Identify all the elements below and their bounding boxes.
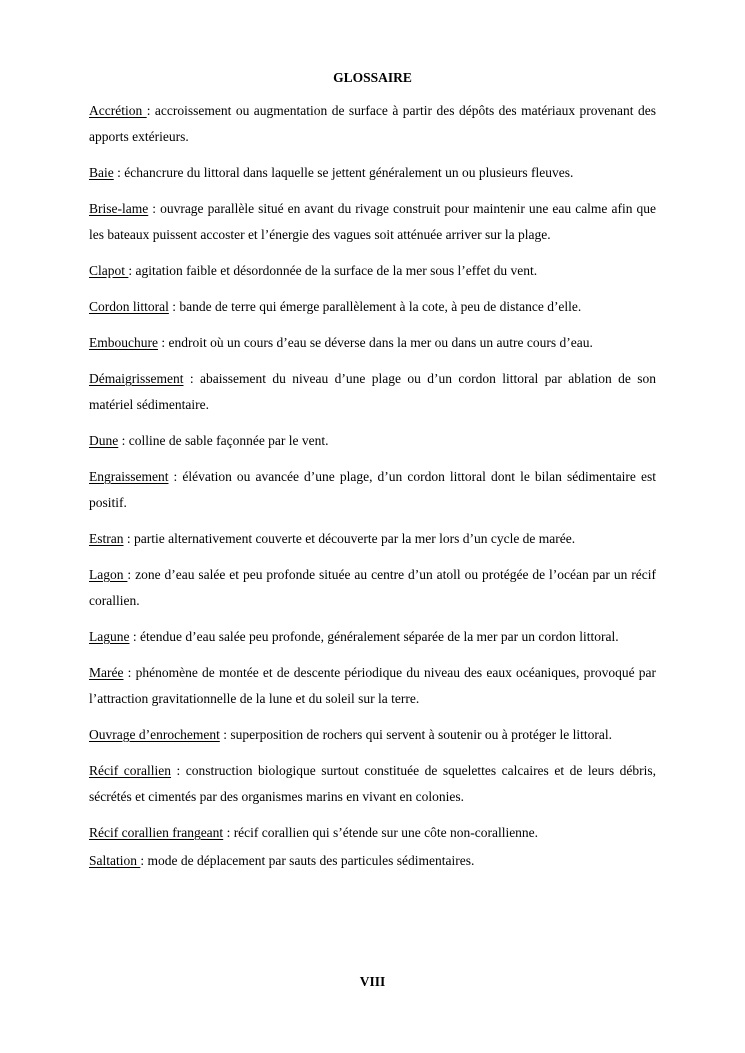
glossary-term: Embouchure <box>89 335 158 350</box>
glossary-term: Cordon littoral <box>89 299 169 314</box>
glossary-entry-baie <box>89 160 656 186</box>
glossary-term: Clapot <box>89 263 129 278</box>
glossary-entry-accretion <box>89 98 656 150</box>
glossary-definition: : élévation ou avancée d’une plage, d’un cordon littoral dont le bilan sédimentaire est positif. <box>89 469 656 510</box>
glossary-term: Ouvrage d’enrochement <box>89 727 220 742</box>
glossary-term: Saltation <box>89 853 141 868</box>
glossary-term: Brise-lame <box>89 201 149 216</box>
glossary-term: Marée <box>89 665 124 680</box>
glossary-entry-engraissement <box>89 464 656 516</box>
glossary-definition: : phénomène de montée et de descente périodique du niveau des eaux océaniques, provoqué par l’attraction gravitationnelle de la lune et du soleil sur la terre. <box>89 665 656 706</box>
glossary-term: Lagune <box>89 629 130 644</box>
glossary-definition: : partie alternativement couverte et découverte par la mer lors d’un cycle de marée. <box>123 531 576 546</box>
glossary-entry-ouvrage-enrochement <box>89 722 656 748</box>
glossary-entry-demaigrissement <box>89 366 656 418</box>
glossary-entry-maree <box>89 660 656 712</box>
glossary-definition: : étendue d’eau salée peu profonde, généralement séparée de la mer par un cordon littoral. <box>129 629 619 644</box>
glossary-entry-lagon <box>89 562 656 614</box>
glossary-term: Récif corallien frangeant <box>89 825 224 840</box>
glossary-term: Récif corallien <box>89 763 171 778</box>
glossary-term: Dune <box>89 433 119 448</box>
glossary-entry-cordon-littoral <box>89 294 656 320</box>
glossary-definition: : mode de déplacement par sauts des particules sédimentaires. <box>140 853 475 868</box>
glossary-term: Démaigrissement <box>89 371 184 386</box>
glossary-entry-brise-lame <box>89 196 656 248</box>
glossary-definition: : colline de sable façonnée par le vent. <box>118 433 329 448</box>
glossary-entry-dune <box>89 428 656 454</box>
glossary-term: Engraissement <box>89 469 169 484</box>
glossary-definition: : récif corallien qui s’étende sur une côte non-corallienne. <box>223 825 539 840</box>
glossary-list <box>89 98 656 884</box>
glossary-definition: : superposition de rochers qui servent à soutenir ou à protéger le littoral. <box>219 727 612 742</box>
glossary-term: Baie <box>89 165 114 180</box>
glossary-definition: : agitation faible et désordonnée de la surface de la mer sous l’effet du vent. <box>128 263 538 278</box>
glossary-definition: : bande de terre qui émerge parallèlement à la cote, à peu de distance d’elle. <box>168 299 582 314</box>
page-number: VIII <box>359 974 386 989</box>
glossary-definition: : abaissement du niveau d’une plage ou d’un cordon littoral par ablation de son matériel sédimentaire. <box>89 371 656 412</box>
glossary-entry-clapot <box>89 258 656 284</box>
glossary-term: Estran <box>89 531 124 546</box>
glossary-definition: : échancrure du littoral dans laquelle se jettent généralement un ou plusieurs fleuves. <box>113 165 574 180</box>
glossary-definition: : zone d’eau salée et peu profonde située au centre d’un atoll ou protégée de l’océan par un récif corallien. <box>89 567 656 608</box>
glossary-definition: : ouvrage parallèle situé en avant du rivage construit pour maintenir une eau calme afin que les bateaux puissent accoster et l’énergie des vagues soit atténuée arriver sur la plage. <box>89 201 656 242</box>
glossary-entry-recif-corallien <box>89 758 656 810</box>
glossary-definition: : construction biologique surtout constituée de squelettes calcaires et de leurs débris, sécrétés et cimentés par des organismes marins en vivant en colonies. <box>89 763 656 804</box>
glossary-entry-saltation <box>89 848 656 874</box>
glossary-term: Lagon <box>89 567 128 582</box>
glossary-entry-embouchure <box>89 330 656 356</box>
page-title: GLOSSAIRE <box>333 70 412 85</box>
glossary-term: Accrétion <box>89 103 147 118</box>
glossary-entry-recif-corallien-frangeant <box>89 820 656 846</box>
glossary-entry-lagune <box>89 624 656 650</box>
glossary-definition: : accroissement ou augmentation de surface à partir des dépôts des matériaux provenant des apports extérieurs. <box>89 103 656 144</box>
glossary-entry-estran <box>89 526 656 552</box>
glossary-definition: : endroit où un cours d’eau se déverse dans la mer ou dans un autre cours d’eau. <box>157 335 593 350</box>
